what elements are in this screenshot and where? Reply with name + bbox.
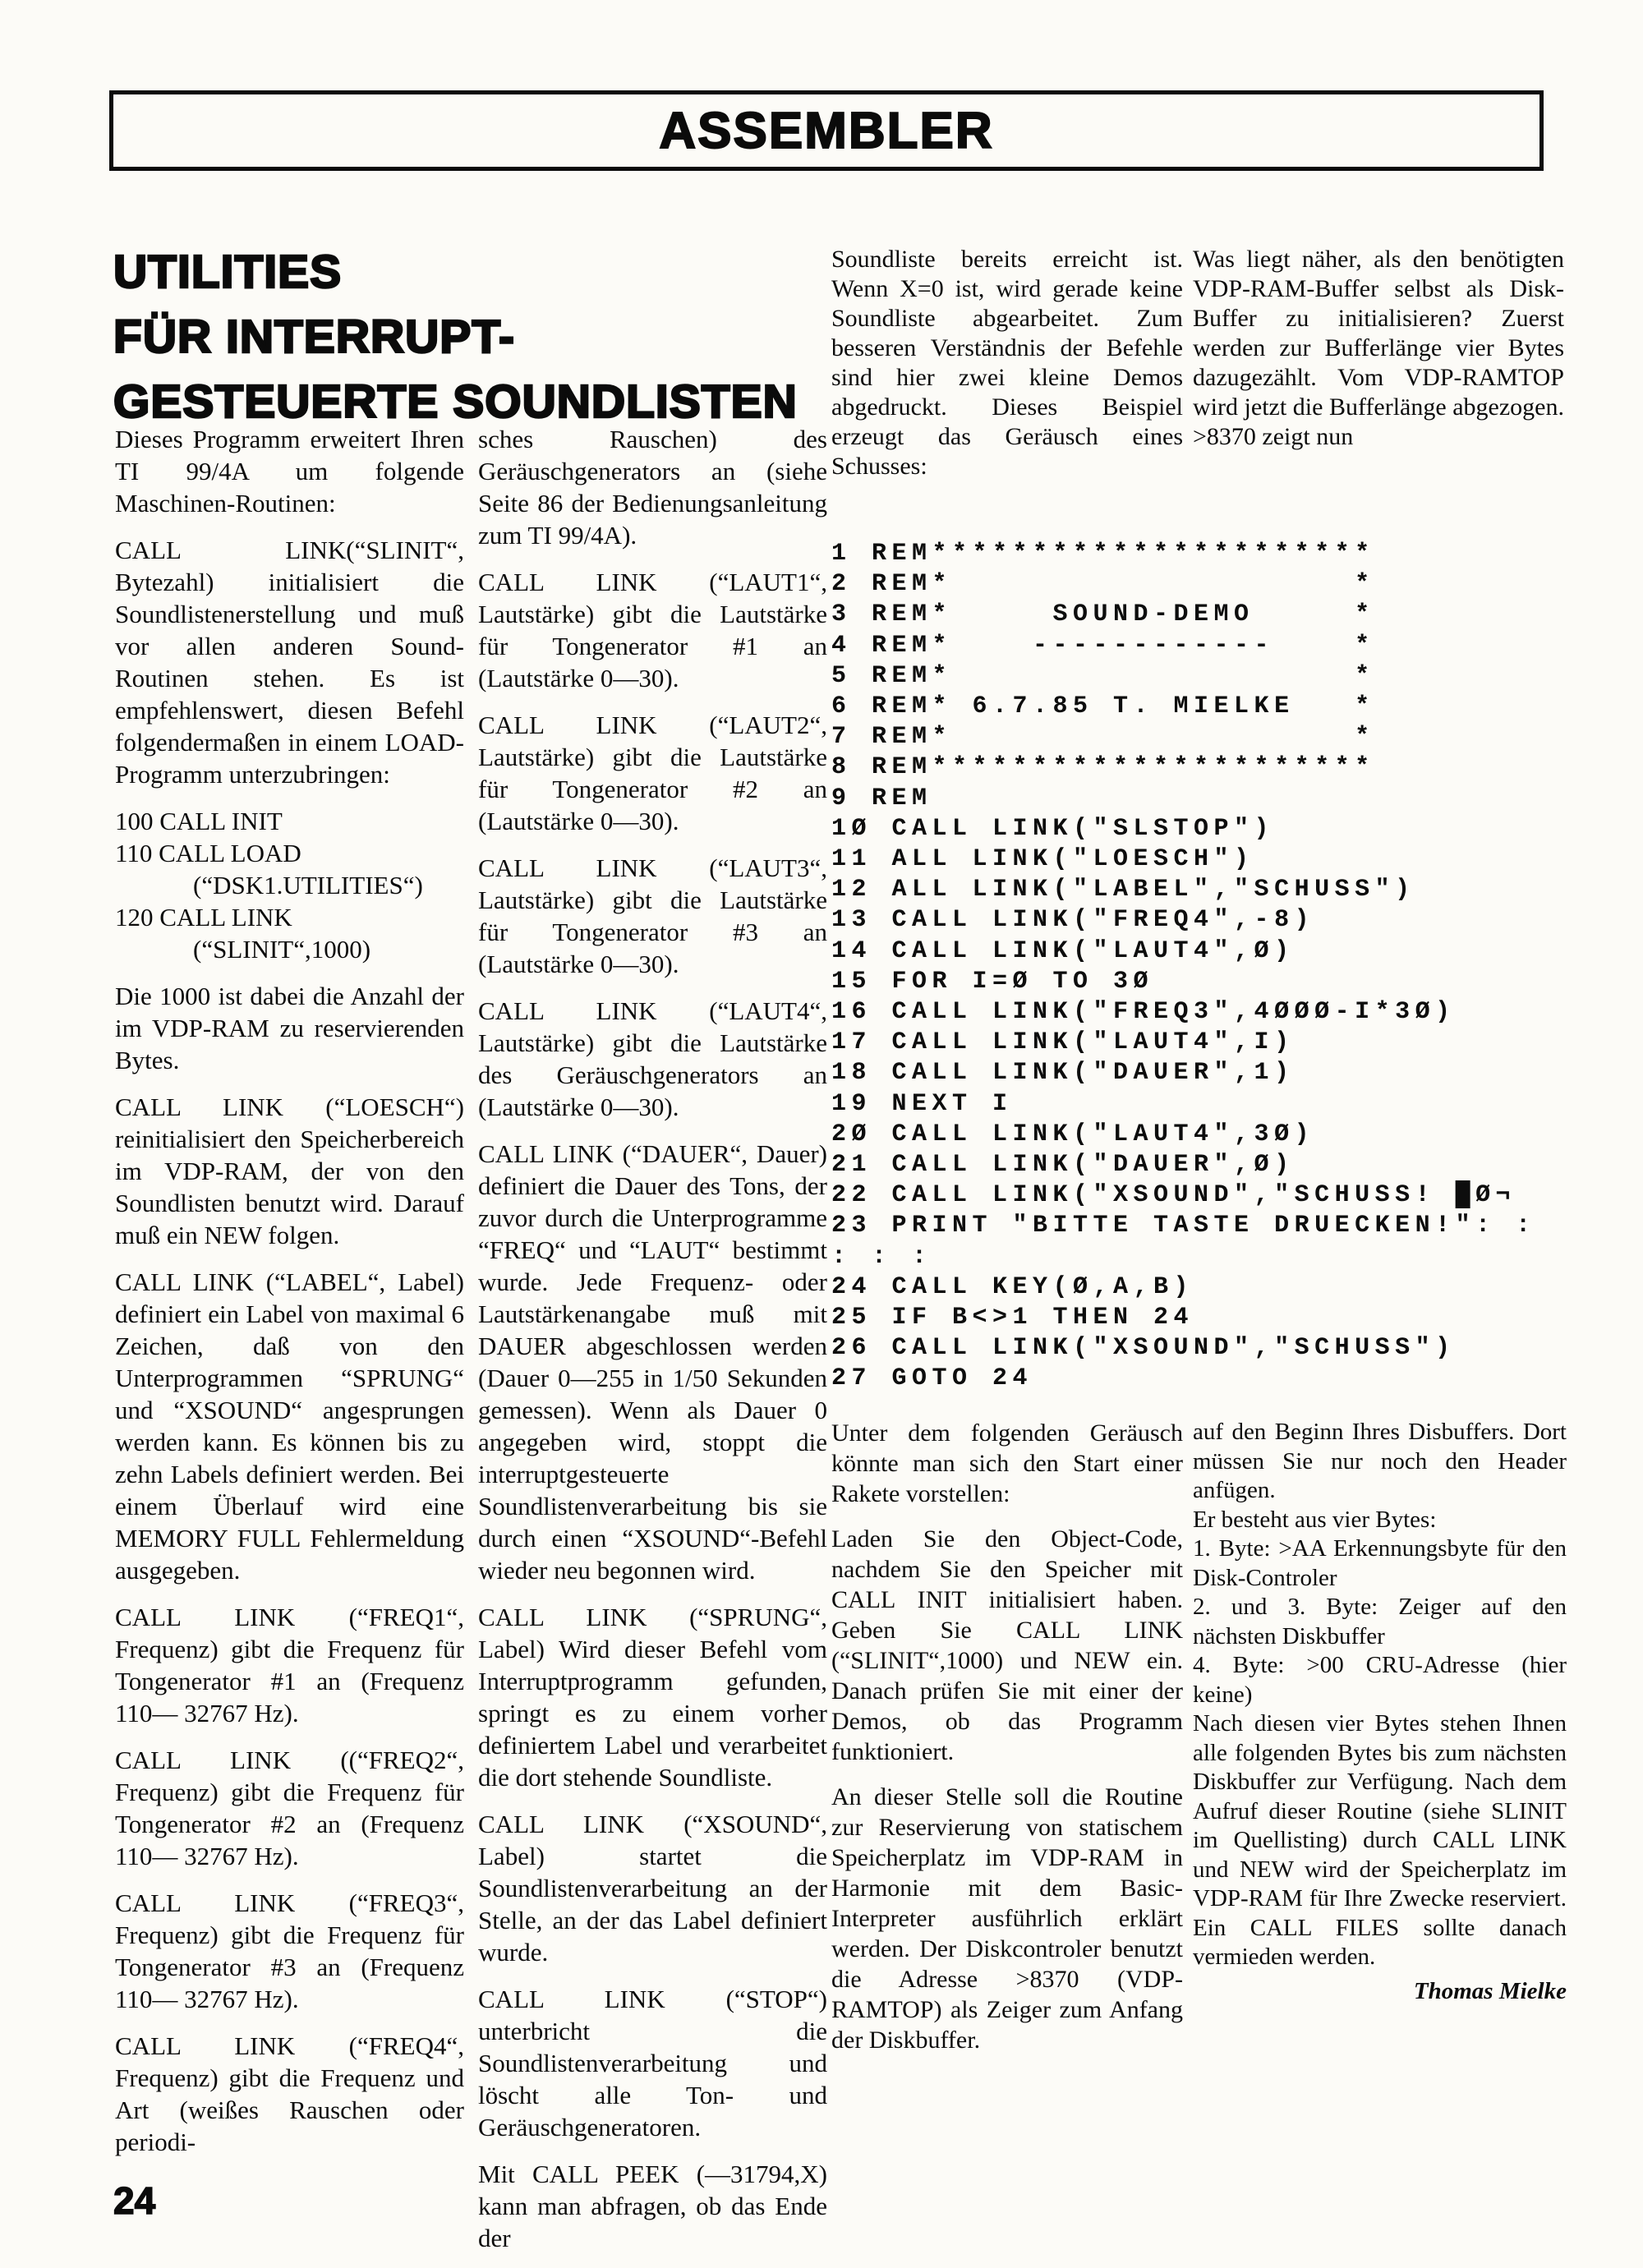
code-line: 17 CALL LINK("LAUT4",I): [831, 1028, 1295, 1057]
paragraph: Unter dem folgenden Geräusch könnte man sich den Start einer Rakete vorstellen:: [831, 1419, 1183, 1507]
code-line: 14 CALL LINK("LAUT4",Ø): [831, 936, 1295, 965]
code-line: 9 REM: [831, 784, 932, 812]
code-line: 21 CALL LINK("DAUER",Ø): [831, 1151, 1295, 1180]
paragraph: 1. Byte: >AA Erkennungsbyte für den Disk-Controler: [1193, 1535, 1567, 1591]
paragraph: Er besteht aus vier Bytes:: [1193, 1506, 1437, 1533]
paragraph: (“DSK1.UTILITIES“): [193, 871, 423, 899]
paragraph: Soundliste bereits erreicht ist. Wenn X=0 ist, wird gerade keine Soundliste abgearbeitet. Zum besseren Verständnis der Befehle sind hier zwei kleine Demos abgedruckt. Dieses Beispiel erzeugt das Geräusch eines Schusses:: [831, 246, 1183, 480]
code-line: 1 REM**********************: [831, 540, 1375, 568]
paragraph: 2. und 3. Byte: Zeiger auf den nächsten Diskbuffer: [1193, 1594, 1567, 1649]
paragraph: CALL LINK (“FREQ1“, Frequenz) gibt die Frequenz für Tongenerator #1 an (Frequenz 110— 32767 Hz).: [115, 1603, 464, 1727]
code-line: 24 CALL KEY(Ø,A,B): [831, 1272, 1194, 1301]
code-line: : : :: [831, 1242, 932, 1271]
article-title: [113, 240, 853, 435]
code-line: 6 REM* 6.7.85 T. MIELKE *: [831, 692, 1375, 721]
paragraph: CALL LINK ((“FREQ2“, Frequenz) gibt die Frequenz für Tongenerator #2 an (Frequenz 110— 32767 Hz).: [115, 1746, 464, 1870]
article-title-line: GESTEUERTE SOUNDLISTEN: [113, 375, 798, 428]
code-line: 23 PRINT "BITTE TASTE DRUECKEN!": :: [831, 1212, 1536, 1240]
paragraph: CALL LINK (“LAUT2“, Lautstärke) gibt die Lautstärke für Tongenerator #2 an (Lautstärke 0—30).: [478, 711, 827, 835]
paragraph: CALL LINK (“DAUER“, Dauer) definiert die Dauer des Tons, der zuvor durch die Unterprogramme “FREQ“ und “LAUT“ bestimmt wurde. Jede Frequenz- oder Lautstärkenangabe muß mit DAUER abgeschlossen werden (Dauer 0—255 in 1/50 Sekunden gemessen). Wenn als Dauer 0 angegeben wird, stoppt die interruptgesteuerte Soundlistenverarbeitung bis sie durch einen “XSOUND“-Befehl wieder neu begonnen wird.: [478, 1139, 827, 1585]
text-column-2: [478, 423, 827, 2268]
paragraph: CALL LINK (“LAUT3“, Lautstärke) gibt die Lautstärke für Tongenerator #3 an (Lautstärke 0—30).: [478, 853, 827, 978]
text-column-4-top: [1193, 245, 1564, 467]
code-line: 4 REM* ------------ *: [831, 631, 1375, 660]
text-column-3-top: [831, 245, 1183, 496]
code-line: 13 CALL LINK("FREQ4",-8): [831, 906, 1315, 935]
code-line: 26 CALL LINK("XSOUND","SCHUSS"): [831, 1334, 1456, 1363]
basic-code-listing: [831, 539, 1604, 1395]
paragraph: Dieses Programm erweitert Ihren TI 99/4A um folgende Maschinen-Routinen:: [115, 425, 464, 518]
paragraph: CALL LINK (“XSOUND“, Label) startet die Soundlistenverarbeitung an der Stelle, an der das Label definiert wurde.: [478, 1810, 827, 1967]
paragraph: 100 CALL INIT: [115, 807, 283, 835]
code-line: 15 FOR I=Ø TO 3Ø: [831, 967, 1154, 996]
text-column-4-bottom: [1193, 1418, 1567, 2006]
text-column-3-bottom: [831, 1418, 1183, 2070]
paragraph: CALL LINK (“FREQ4“, Frequenz) gibt die Frequenz und Art (weißes Rauschen oder periodi-: [115, 2031, 464, 2156]
paragraph: Die 1000 ist dabei die Anzahl der im VDP-RAM zu reservierenden Bytes.: [115, 982, 464, 1074]
code-line: 2Ø CALL LINK("LAUT4",3Ø): [831, 1120, 1315, 1148]
paragraph: 4. Byte: >00 CRU-Adresse (hier keine): [1193, 1652, 1567, 1708]
paragraph: CALL LINK (“FREQ3“, Frequenz) gibt die Frequenz für Tongenerator #3 an (Frequenz 110— 32767 Hz).: [115, 1888, 464, 2013]
section-banner: [109, 90, 1544, 171]
code-line: 22 CALL LINK("XSOUND","SCHUSS! █Ø¬: [831, 1181, 1516, 1210]
author-credit: Thomas Mielke: [1413, 1977, 1567, 2004]
paragraph: (“SLINIT“,1000): [193, 935, 371, 964]
paragraph: 110 CALL LOAD: [115, 839, 301, 867]
code-line: 1Ø CALL LINK("SLSTOP"): [831, 814, 1275, 843]
code-line: 12 ALL LINK("LABEL","SCHUSS"): [831, 876, 1415, 904]
section-banner-title: ASSEMBLER: [659, 102, 994, 159]
code-line: 5 REM* *: [831, 661, 1375, 690]
code-line: 18 CALL LINK("DAUER",1): [831, 1059, 1295, 1088]
code-line: 3 REM* SOUND-DEMO *: [831, 600, 1375, 629]
code-line: 19 NEXT I: [831, 1089, 1013, 1118]
code-line: 7 REM* *: [831, 723, 1375, 752]
code-line: 2 REM* *: [831, 570, 1375, 599]
paragraph: CALL LINK (“SPRUNG“, Label) Wird dieser Befehl vom Interruptprogramm gefunden, springt es zu einem vorher definiertem Label und verarbeitet die dort stehende Soundliste.: [478, 1603, 827, 1792]
paragraph: sches Rauschen) des Geräuschgenerators an (siehe Seite 86 der Bedienungsanleitung zum TI 99/4A).: [478, 425, 827, 550]
paragraph: CALL LINK (“STOP“) unterbricht die Soundlistenverarbeitung und löscht alle Ton- und Geräuschgeneratoren.: [478, 1985, 827, 2141]
code-line: 11 ALL LINK("LOESCH"): [831, 845, 1254, 874]
code-line: 27 GOTO 24: [831, 1364, 1033, 1393]
paragraph: Mit CALL PEEK (—31794,X) kann man abfragen, ob das Ende der: [478, 2160, 827, 2252]
paragraph: CALL LINK (“LOESCH“) reinitialisiert den Speicherbereich im VDP-RAM, der von den Soundlisten benutzt wird. Darauf muß ein NEW folgen.: [115, 1093, 464, 1249]
text-column-1: [115, 423, 464, 2173]
paragraph: 120 CALL LINK: [115, 903, 292, 932]
page-number: 24: [113, 2179, 156, 2222]
code-line: 16 CALL LINK("FREQ3",4ØØØ-I*3Ø): [831, 998, 1456, 1027]
article-title-line: UTILITIES: [113, 246, 343, 298]
paragraph: CALL LINK (“LAUT4“, Lautstärke) gibt die Lautstärke des Geräuschgenerators an (Lautstärke 0—30).: [478, 996, 827, 1121]
paragraph: CALL LINK(“SLINIT“, Bytezahl) initialisiert die Soundlistenerstellung und muß vor allen anderen Sound-Routinen stehen. Es ist empfehlenswert, diesen Befehl folgendermaßen in einem LOAD-Programm unterzubringen:: [115, 536, 464, 789]
paragraph: Nach diesen vier Bytes stehen Ihnen alle folgenden Bytes bis zum nächsten Diskbuffer zur Verfügung. Nach dem Aufruf dieser Routine (siehe SLINIT im Quellisting) durch CALL LINK und NEW wird der Speicherplatz im VDP-RAM für Ihre Zwecke reserviert. Ein CALL FILES sollte danach vermieden werden.: [1193, 1710, 1567, 1970]
paragraph: An dieser Stelle soll die Routine zur Reservierung von statischem Speicherplatz im VDP-RAM in Harmonie mit dem Basic-Interpreter ausführlich erklärt werden. Der Diskcontroler benutzt die Adresse >8370 (VDP-RAMTOP) als Zeiger zum Anfang der Diskbuffer.: [831, 1783, 1183, 2054]
paragraph: Laden Sie den Object-Code, nachdem Sie den Speicher mit CALL INIT initialisiert haben. Geben Sie CALL LINK (“SLINIT“,1000) und NEW ein. Danach prüfen Sie mit einer der Demos, ob das Programm funktioniert.: [831, 1525, 1183, 1765]
code-line: 8 REM**********************: [831, 753, 1375, 782]
paragraph: CALL LINK (“LAUT1“, Lautstärke) gibt die Lautstärke für Tongenerator #1 an (Lautstärke 0—30).: [478, 568, 827, 692]
article-title-line: FÜR INTERRUPT-: [113, 311, 515, 363]
paragraph: Was liegt näher, als den benötigten VDP-RAM-Buffer selbst als Disk-Buffer zu initialisieren? Zuerst werden zur Bufferlänge vier Bytes dazugezählt. Vom VDP-RAMTOP wird jetzt die Bufferlänge abgezogen. >8370 zeigt nun: [1193, 246, 1564, 450]
paragraph: CALL LINK (“LABEL“, Label) definiert ein Label von maximal 6 Zeichen, daß von den Unterprogrammen “SPRUNG“ und “XSOUND“ angesprungen werden kann. Es können bis zu zehn Labels definiert werden. Bei einem Überlauf wird eine MEMORY FULL Fehlermeldung ausgegeben.: [115, 1267, 464, 1585]
code-line: 25 IF B<>1 THEN 24: [831, 1304, 1194, 1332]
paragraph: auf den Beginn Ihres Disbuffers. Dort müssen Sie nur noch den Header anfügen.: [1193, 1419, 1567, 1503]
